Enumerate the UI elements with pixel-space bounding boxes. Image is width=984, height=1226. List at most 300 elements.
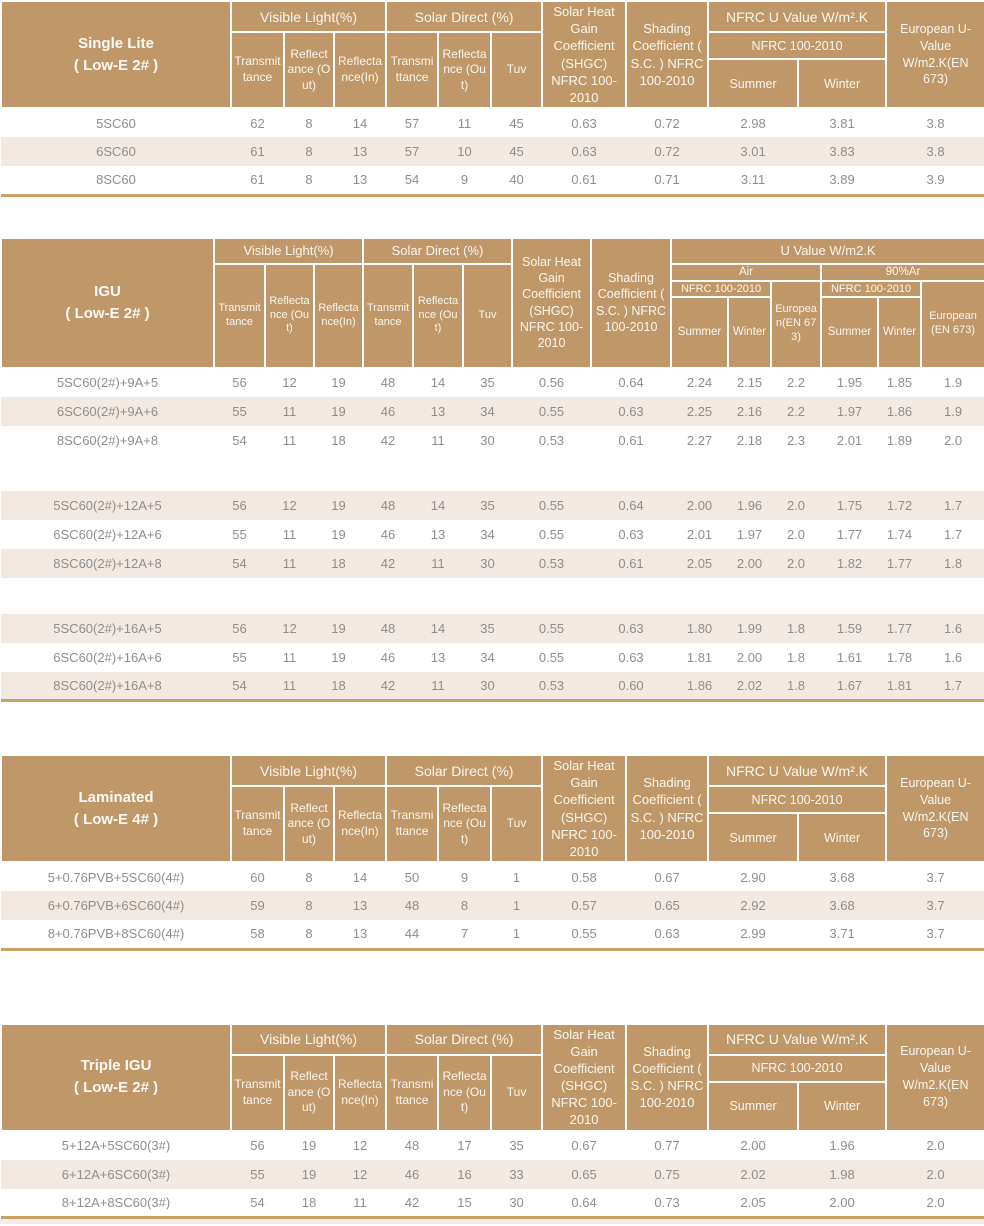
- cell-ar-winter: 1.77: [878, 549, 921, 578]
- table-row: [1, 1131, 984, 1160]
- cell-sd-transmittance: 46: [363, 397, 413, 426]
- column-header-ar-european: European (EN 673): [921, 281, 984, 368]
- row-label: 8SC60(2#)+12A+8: [1, 549, 214, 578]
- cell-sd-transmittance: 44: [404, 926, 420, 942]
- cell-tuv: 1: [491, 891, 542, 920]
- cell-ar-european: 1.7: [944, 526, 963, 542]
- table-title: Single Lite: [78, 34, 154, 52]
- cell-vl-transmittance: 54: [214, 672, 265, 701]
- cell-tuv: 35: [480, 375, 495, 390]
- cell-ar-winter: 1.77: [878, 614, 921, 643]
- cell-vl-reflectance-in: 11: [353, 1194, 367, 1210]
- column-header-vl-transmittance: Transmittance: [231, 1055, 284, 1131]
- cell-vl-transmittance: 56: [214, 491, 265, 520]
- cell-air-european: 2.0: [771, 491, 821, 520]
- column-header-european-u-value: European U-Value W/m2.K(EN 673): [886, 755, 984, 862]
- column-header-air-nfrc-100-2010: NFRC 100-2010: [671, 281, 771, 297]
- cell-tuv: 35: [509, 1138, 524, 1153]
- cell-vl-reflectance-in: 19: [314, 491, 363, 520]
- cell-sd-reflectance-out: 11: [413, 549, 463, 578]
- cell-air-summer: 2.00: [671, 491, 728, 520]
- cell-vl-reflectance-in: 19: [314, 614, 363, 643]
- column-header-vl-reflectance-in: Reflectance(In): [314, 264, 363, 368]
- column-header-vl-reflectance-out: Reflectance (Out): [284, 1055, 334, 1131]
- cell-air-summer: 2.25: [671, 397, 728, 426]
- table-row: [1, 166, 984, 195]
- cell-sd-reflectance-out: 17: [457, 1138, 472, 1153]
- column-header-nfrc-u-value: NFRC U Value W/m².K: [708, 1, 886, 32]
- cell-european-u: 3.7: [926, 926, 945, 942]
- table-row: [1, 426, 984, 455]
- cell-air-european: 2.2: [771, 397, 821, 426]
- column-header-sd-transmittance: Transmittance: [386, 786, 438, 862]
- cell-sd-reflectance-out: 8: [438, 891, 491, 920]
- cell-sd-transmittance: 46: [380, 526, 396, 542]
- cell-sd-reflectance-out: 13: [430, 526, 446, 542]
- cell-sd-reflectance-out: 7: [460, 926, 469, 942]
- cell-vl-reflectance-in: 18: [314, 549, 363, 578]
- cell-u-summer: 2.98: [740, 115, 766, 131]
- column-header-winter: Winter: [798, 59, 886, 108]
- cell-vl-reflectance-in: 12: [334, 1160, 386, 1189]
- row-label: 8SC60: [96, 172, 136, 188]
- cell-ar-winter: 1.78: [886, 649, 913, 665]
- cell-shgc: 0.53: [512, 549, 591, 578]
- cell-ar-winter: 1.81: [878, 672, 921, 701]
- cell-sd-transmittance: 42: [363, 672, 413, 701]
- cell-u-summer: 2.92: [708, 891, 798, 920]
- column-header-air: Air: [671, 264, 821, 281]
- row-label: 8+0.76PVB+8SC60(4#): [47, 926, 185, 942]
- cell-shading-coefficient: 0.67: [654, 869, 680, 885]
- column-header-sd-transmittance: Transmittance: [386, 1055, 438, 1131]
- cell-u-winter: 3.68: [798, 891, 886, 920]
- cell-european-u: 3.7: [926, 869, 945, 885]
- column-header-ar-summer: Summer: [821, 297, 878, 368]
- cell-shgc: 0.63: [542, 137, 626, 166]
- cell-shgc: 0.55: [538, 526, 565, 542]
- cell-air-winter: 2.15: [736, 375, 763, 390]
- cell-ar-winter: 1.89: [886, 432, 913, 448]
- cell-air-summer: 2.27: [686, 432, 713, 448]
- cell-shading-coefficient: 0.63: [591, 614, 671, 643]
- cell-sd-reflectance-out: 9: [460, 172, 469, 188]
- column-header-vl-reflectance-out: Reflectance (Out): [284, 786, 334, 862]
- column-header-summer: Summer: [708, 813, 798, 862]
- cell-tuv: 1: [512, 926, 521, 942]
- column-header-vl-reflectance-out: Reflectance (Out): [284, 32, 334, 108]
- cell-ar-summer: 1.77: [836, 526, 863, 542]
- column-header-vl-reflectance-out: Reflectance (Out): [265, 264, 314, 368]
- table-row: [1, 397, 984, 426]
- table-subtitle: ( Low-E 4# ): [73, 810, 159, 828]
- triple-igu-title-cell: [1, 1024, 231, 1131]
- cell-vl-reflectance-out: 8: [284, 137, 334, 166]
- cell-vl-reflectance-out: 12: [282, 375, 297, 390]
- cell-u-winter: 3.71: [829, 926, 855, 942]
- cell-vl-transmittance: 55: [231, 1160, 284, 1189]
- cell-air-winter: 1.99: [728, 614, 771, 643]
- column-header-solar-direct: Solar Direct (%): [363, 238, 512, 264]
- cell-vl-reflectance-in: 13: [352, 926, 368, 942]
- cell-vl-transmittance: 58: [250, 926, 265, 942]
- cell-sd-transmittance: 42: [380, 432, 396, 448]
- cell-vl-transmittance: 61: [231, 137, 284, 166]
- cell-ar-european: 1.7: [921, 672, 984, 701]
- column-header-shading-coefficient: Shading Coefficient ( S.C. ) NFRC 100-2010: [591, 238, 671, 368]
- cell-vl-reflectance-out: 8: [305, 115, 313, 131]
- column-header-ar-nfrc-100-2010: NFRC 100-2010: [821, 281, 921, 297]
- cell-air-winter: 1.97: [736, 526, 763, 542]
- cell-sd-transmittance: 48: [380, 375, 396, 390]
- table-row: [1, 520, 984, 549]
- table-row: [1, 614, 984, 643]
- cell-air-winter: 2.16: [728, 397, 771, 426]
- cell-sd-reflectance-out: 14: [413, 491, 463, 520]
- cell-sd-transmittance: 48: [363, 491, 413, 520]
- cell-ar-european: 1.6: [921, 614, 984, 643]
- group-spacer: [1, 578, 984, 614]
- cell-ar-european: 2.0: [944, 432, 963, 448]
- cell-air-summer: 2.05: [671, 549, 728, 578]
- cell-sd-transmittance: 57: [386, 137, 438, 166]
- cell-sd-reflectance-out: 13: [413, 397, 463, 426]
- single-lite-table: [0, 0, 984, 197]
- column-header-european-u-value: European U-Value W/m2.K(EN 673): [886, 1024, 984, 1131]
- row-label: 6+12A+6SC60(3#): [1, 1160, 231, 1189]
- cell-shading-coefficient: 0.75: [626, 1160, 708, 1189]
- column-header-winter: Winter: [798, 813, 886, 862]
- cell-tuv: 33: [491, 1160, 542, 1189]
- cell-vl-transmittance: 56: [250, 1138, 265, 1153]
- cell-shading-coefficient: 0.61: [591, 549, 671, 578]
- cell-shgc: 0.53: [512, 672, 591, 701]
- row-label: 8+12A+8SC60(3#): [61, 1194, 171, 1210]
- column-header-tuv: Tuv: [491, 32, 542, 108]
- table-title: Laminated: [78, 788, 154, 806]
- cell-vl-reflectance-in: 19: [331, 526, 346, 542]
- cell-shading-coefficient: 0.63: [654, 926, 680, 942]
- cell-vl-reflectance-out: 11: [265, 672, 314, 701]
- cell-tuv: 35: [463, 614, 512, 643]
- table-row: [1, 672, 984, 701]
- cell-sd-reflectance-out: 15: [457, 1194, 472, 1210]
- cell-sd-transmittance: 48: [404, 1138, 420, 1153]
- cell-sd-reflectance-out: 14: [430, 375, 446, 390]
- cell-air-summer: 1.81: [686, 649, 713, 665]
- cell-sd-transmittance: 46: [380, 649, 396, 665]
- column-header-tuv: Tuv: [463, 264, 512, 368]
- cell-vl-reflectance-out: 19: [284, 1160, 334, 1189]
- cell-shgc: 0.55: [512, 491, 591, 520]
- cell-vl-reflectance-in: 18: [314, 672, 363, 701]
- cell-sd-transmittance: 50: [404, 869, 420, 885]
- cell-shgc: 0.55: [538, 649, 565, 665]
- column-header-shading-coefficient: Shading Coefficient ( S.C. ) NFRC 100-2010: [626, 1024, 708, 1131]
- cell-european-u: 3.8: [926, 115, 945, 131]
- cell-vl-transmittance: 61: [250, 172, 265, 188]
- table-row: [1, 1160, 984, 1189]
- column-header-sd-reflectance-out: Reflectance (Out): [438, 1055, 491, 1131]
- cell-vl-transmittance: 60: [250, 869, 265, 885]
- cell-european-u: 2.0: [926, 1194, 945, 1210]
- cell-air-winter: 2.00: [736, 649, 763, 665]
- row-label: 6SC60(2#)+9A+6: [1, 397, 214, 426]
- cell-vl-reflectance-out: 11: [282, 649, 297, 665]
- cell-vl-reflectance-in: 19: [331, 375, 346, 390]
- column-header-solar-direct: Solar Direct (%): [386, 1024, 542, 1055]
- table-row: [1, 862, 984, 891]
- group-spacer: [1, 455, 984, 491]
- laminated-table: [0, 754, 984, 951]
- cell-shgc: 0.57: [542, 891, 626, 920]
- column-header-90pct-argon: 90%Ar: [821, 264, 984, 281]
- cell-vl-transmittance: 56: [232, 375, 247, 390]
- column-header-sd-reflectance-out: Reflectance (Out): [413, 264, 463, 368]
- row-label: 6+0.76PVB+6SC60(4#): [1, 891, 231, 920]
- cell-sd-reflectance-out: 14: [413, 614, 463, 643]
- table-row: [1, 368, 984, 397]
- column-header-tuv: Tuv: [491, 786, 542, 862]
- cell-sd-transmittance: 54: [404, 172, 420, 188]
- cell-tuv: 40: [509, 172, 524, 188]
- cell-tuv: 30: [509, 1194, 524, 1210]
- cell-sd-transmittance: 42: [404, 1194, 420, 1210]
- cell-shading-coefficient: 0.63: [618, 526, 644, 542]
- cell-shading-coefficient: 0.65: [626, 891, 708, 920]
- cell-ar-winter: 1.85: [886, 375, 913, 390]
- row-label: 5SC60(2#)+16A+5: [1, 614, 214, 643]
- cell-vl-reflectance-out: 8: [305, 869, 313, 885]
- cell-shading-coefficient: 0.72: [626, 137, 708, 166]
- cell-shgc: 0.64: [571, 1194, 597, 1210]
- table-title: Triple IGU: [80, 1057, 152, 1075]
- column-header-sd-reflectance-out: Reflectance (Out): [438, 32, 491, 108]
- cell-vl-reflectance-out: 8: [284, 891, 334, 920]
- cell-ar-summer: 1.97: [821, 397, 878, 426]
- cell-vl-reflectance-out: 11: [265, 549, 314, 578]
- cell-european-u: 2.0: [926, 1138, 945, 1153]
- cell-european-u: 3.8: [886, 137, 984, 166]
- cell-ar-european: 1.6: [944, 649, 963, 665]
- table-row: [1, 491, 984, 520]
- cell-air-summer: 2.01: [686, 526, 713, 542]
- cell-sd-transmittance: 48: [386, 891, 438, 920]
- cell-air-summer: 1.86: [671, 672, 728, 701]
- column-header-nfrc-100-2010: NFRC 100-2010: [708, 786, 886, 813]
- cell-air-winter: 2.18: [736, 432, 763, 448]
- cell-u-summer: 3.11: [740, 172, 766, 188]
- cell-sd-transmittance: 46: [386, 1160, 438, 1189]
- column-header-vl-reflectance-in: Reflectance(In): [334, 786, 386, 862]
- table-row: [1, 891, 984, 920]
- cell-shgc: 0.55: [512, 397, 591, 426]
- cell-shgc: 0.55: [512, 614, 591, 643]
- cell-air-european: 1.8: [771, 614, 821, 643]
- cell-air-european: 2.3: [786, 432, 806, 448]
- cell-vl-reflectance-in: 19: [314, 397, 363, 426]
- column-header-tuv: Tuv: [491, 1055, 542, 1131]
- cell-european-u: 2.0: [886, 1160, 984, 1189]
- row-label: 8SC60(2#)+16A+8: [1, 672, 214, 701]
- cell-shading-coefficient: 0.63: [618, 649, 644, 665]
- cell-air-european: 1.8: [786, 649, 806, 665]
- cell-tuv: 34: [480, 649, 495, 665]
- column-header-sd-transmittance: Transmittance: [363, 264, 413, 368]
- cell-vl-transmittance: 54: [250, 1194, 265, 1210]
- cell-tuv: 30: [480, 432, 495, 448]
- cell-u-summer: 3.01: [708, 137, 798, 166]
- cell-ar-summer: 1.59: [821, 614, 878, 643]
- table-row: [1, 108, 984, 137]
- cell-u-winter: 3.68: [829, 869, 855, 885]
- cell-ar-summer: 1.75: [821, 491, 878, 520]
- cell-tuv: 35: [463, 491, 512, 520]
- cell-ar-summer: 1.95: [836, 375, 863, 390]
- column-header-vl-reflectance-in: Reflectance(In): [334, 32, 386, 108]
- cell-u-winter: 3.89: [829, 172, 855, 188]
- cell-ar-european: 1.9: [921, 397, 984, 426]
- cell-ar-european: 1.9: [944, 375, 963, 390]
- cell-sd-transmittance: 57: [404, 115, 420, 131]
- cell-tuv: 45: [509, 115, 524, 131]
- column-header-solar-direct: Solar Direct (%): [386, 1, 542, 32]
- cell-vl-reflectance-out: 19: [301, 1138, 317, 1153]
- column-header-shgc: Solar Heat Gain Coefficient (SHGC) NFRC 100-2010: [542, 1, 626, 108]
- cell-sd-transmittance: 42: [363, 549, 413, 578]
- cell-vl-reflectance-in: 19: [331, 649, 346, 665]
- igu-title-cell: [1, 238, 214, 368]
- cell-vl-reflectance-out: 11: [282, 432, 297, 448]
- column-header-u-value: U Value W/m2.K: [671, 238, 984, 264]
- cell-u-summer: 2.90: [740, 869, 766, 885]
- column-header-nfrc-u-value: NFRC U Value W/m².K: [708, 755, 886, 786]
- cell-vl-transmittance: 54: [214, 549, 265, 578]
- column-header-vl-transmittance: Transmittance: [214, 264, 265, 368]
- row-label: 5+12A+5SC60(3#): [61, 1138, 171, 1153]
- cell-air-winter: 2.02: [728, 672, 771, 701]
- cell-ar-european: 1.7: [921, 491, 984, 520]
- cell-shading-coefficient: 0.63: [591, 397, 671, 426]
- cell-sd-reflectance-out: 11: [457, 115, 472, 131]
- column-header-shading-coefficient: Shading Coefficient ( S.C. ) NFRC 100-2010: [626, 1, 708, 108]
- cell-ar-winter: 1.86: [878, 397, 921, 426]
- cell-vl-transmittance: 56: [214, 614, 265, 643]
- cell-tuv: 1: [512, 869, 521, 885]
- row-label: 6SC60: [1, 137, 231, 166]
- row-label: 5SC60: [96, 115, 136, 131]
- column-header-european-u-value: European U-Value W/m2.K(EN 673): [886, 1, 984, 108]
- column-header-vl-transmittance: Transmittance: [231, 786, 284, 862]
- cell-vl-reflectance-out: 11: [265, 397, 314, 426]
- cell-vl-reflectance-in: 13: [334, 137, 386, 166]
- cell-sd-reflectance-out: 16: [438, 1160, 491, 1189]
- column-header-solar-direct: Solar Direct (%): [386, 755, 542, 786]
- cell-shading-coefficient: 0.71: [654, 172, 680, 188]
- cell-tuv: 45: [491, 137, 542, 166]
- row-label: 5SC60(2#)+12A+5: [1, 491, 214, 520]
- cell-air-summer: 1.80: [671, 614, 728, 643]
- cell-ar-winter: 1.74: [886, 526, 913, 542]
- column-header-vl-transmittance: Transmittance: [231, 32, 284, 108]
- cell-u-winter: 1.98: [798, 1160, 886, 1189]
- cell-vl-reflectance-out: 12: [265, 614, 314, 643]
- cell-vl-reflectance-in: 18: [331, 432, 346, 448]
- cell-ar-summer: 1.82: [821, 549, 878, 578]
- column-header-nfrc-u-value: NFRC U Value W/m².K: [708, 1024, 886, 1055]
- cell-vl-reflectance-in: 12: [352, 1138, 368, 1153]
- column-header-shgc: Solar Heat Gain Coefficient (SHGC) NFRC 100-2010: [542, 755, 626, 862]
- cell-shgc: 0.58: [571, 869, 597, 885]
- cell-sd-reflectance-out: 13: [430, 649, 446, 665]
- cell-sd-reflectance-out: 9: [460, 869, 469, 885]
- column-header-sd-reflectance-out: Reflectance (Out): [438, 786, 491, 862]
- laminated-title-cell: [1, 755, 231, 862]
- column-header-air-summer: Summer: [671, 297, 728, 368]
- cell-sd-reflectance-out: 11: [431, 432, 445, 448]
- cell-u-winter: 3.83: [798, 137, 886, 166]
- column-header-visible-light: Visible Light(%): [231, 755, 386, 786]
- page-bottom-strip: [0, 1219, 984, 1224]
- cell-air-european: 2.2: [786, 375, 806, 390]
- table-subtitle: ( Low-E 2# ): [65, 304, 150, 322]
- table-title: IGU: [94, 282, 121, 300]
- cell-air-summer: 2.24: [686, 375, 713, 390]
- cell-shading-coefficient: 0.77: [654, 1138, 680, 1153]
- cell-vl-reflectance-out: 11: [282, 526, 297, 542]
- cell-ar-winter: 1.72: [878, 491, 921, 520]
- single-lite-title-cell: [1, 1, 231, 108]
- cell-vl-reflectance-out: 18: [301, 1194, 317, 1210]
- cell-shgc: 0.61: [571, 172, 597, 188]
- cell-ar-summer: 1.61: [836, 649, 863, 665]
- column-header-nfrc-100-2010: NFRC 100-2010: [708, 1055, 886, 1082]
- row-label: 6SC60(2#)+12A+6: [53, 526, 162, 542]
- cell-ar-summer: 1.67: [821, 672, 878, 701]
- cell-vl-transmittance: 59: [231, 891, 284, 920]
- cell-u-summer: 2.05: [740, 1194, 766, 1210]
- cell-shgc: 0.67: [571, 1138, 597, 1153]
- row-label: 5+0.76PVB+5SC60(4#): [47, 869, 185, 885]
- cell-vl-reflectance-in: 13: [352, 172, 368, 188]
- cell-u-summer: 2.02: [708, 1160, 798, 1189]
- cell-u-winter: 2.00: [829, 1194, 855, 1210]
- cell-tuv: 30: [463, 672, 512, 701]
- column-header-vl-reflectance-in: Reflectance(In): [334, 1055, 386, 1131]
- cell-air-european: 1.8: [771, 672, 821, 701]
- cell-air-winter: 2.00: [728, 549, 771, 578]
- cell-shading-coefficient: 0.73: [654, 1194, 680, 1210]
- table-row: [1, 137, 984, 166]
- column-header-air-european: European(EN 673): [771, 281, 821, 368]
- table-row: [1, 643, 984, 672]
- cell-vl-transmittance: 55: [214, 397, 265, 426]
- cell-ar-european: 1.8: [921, 549, 984, 578]
- cell-shading-coefficient: 0.72: [654, 115, 680, 131]
- cell-vl-transmittance: 54: [232, 432, 247, 448]
- cell-vl-reflectance-out: 8: [305, 926, 313, 942]
- cell-shading-coefficient: 0.60: [591, 672, 671, 701]
- cell-sd-reflectance-out: 10: [438, 137, 491, 166]
- row-label: 6SC60(2#)+16A+6: [53, 649, 162, 665]
- igu-table: [0, 237, 984, 703]
- cell-u-winter: 3.81: [829, 115, 855, 131]
- cell-european-u: 3.7: [886, 891, 984, 920]
- column-header-visible-light: Visible Light(%): [231, 1024, 386, 1055]
- column-header-winter: Winter: [798, 1082, 886, 1131]
- column-header-nfrc-100-2010: NFRC 100-2010: [708, 32, 886, 59]
- column-header-shgc: Solar Heat Gain Coefficient (SHGC) NFRC 100-2010: [542, 1024, 626, 1131]
